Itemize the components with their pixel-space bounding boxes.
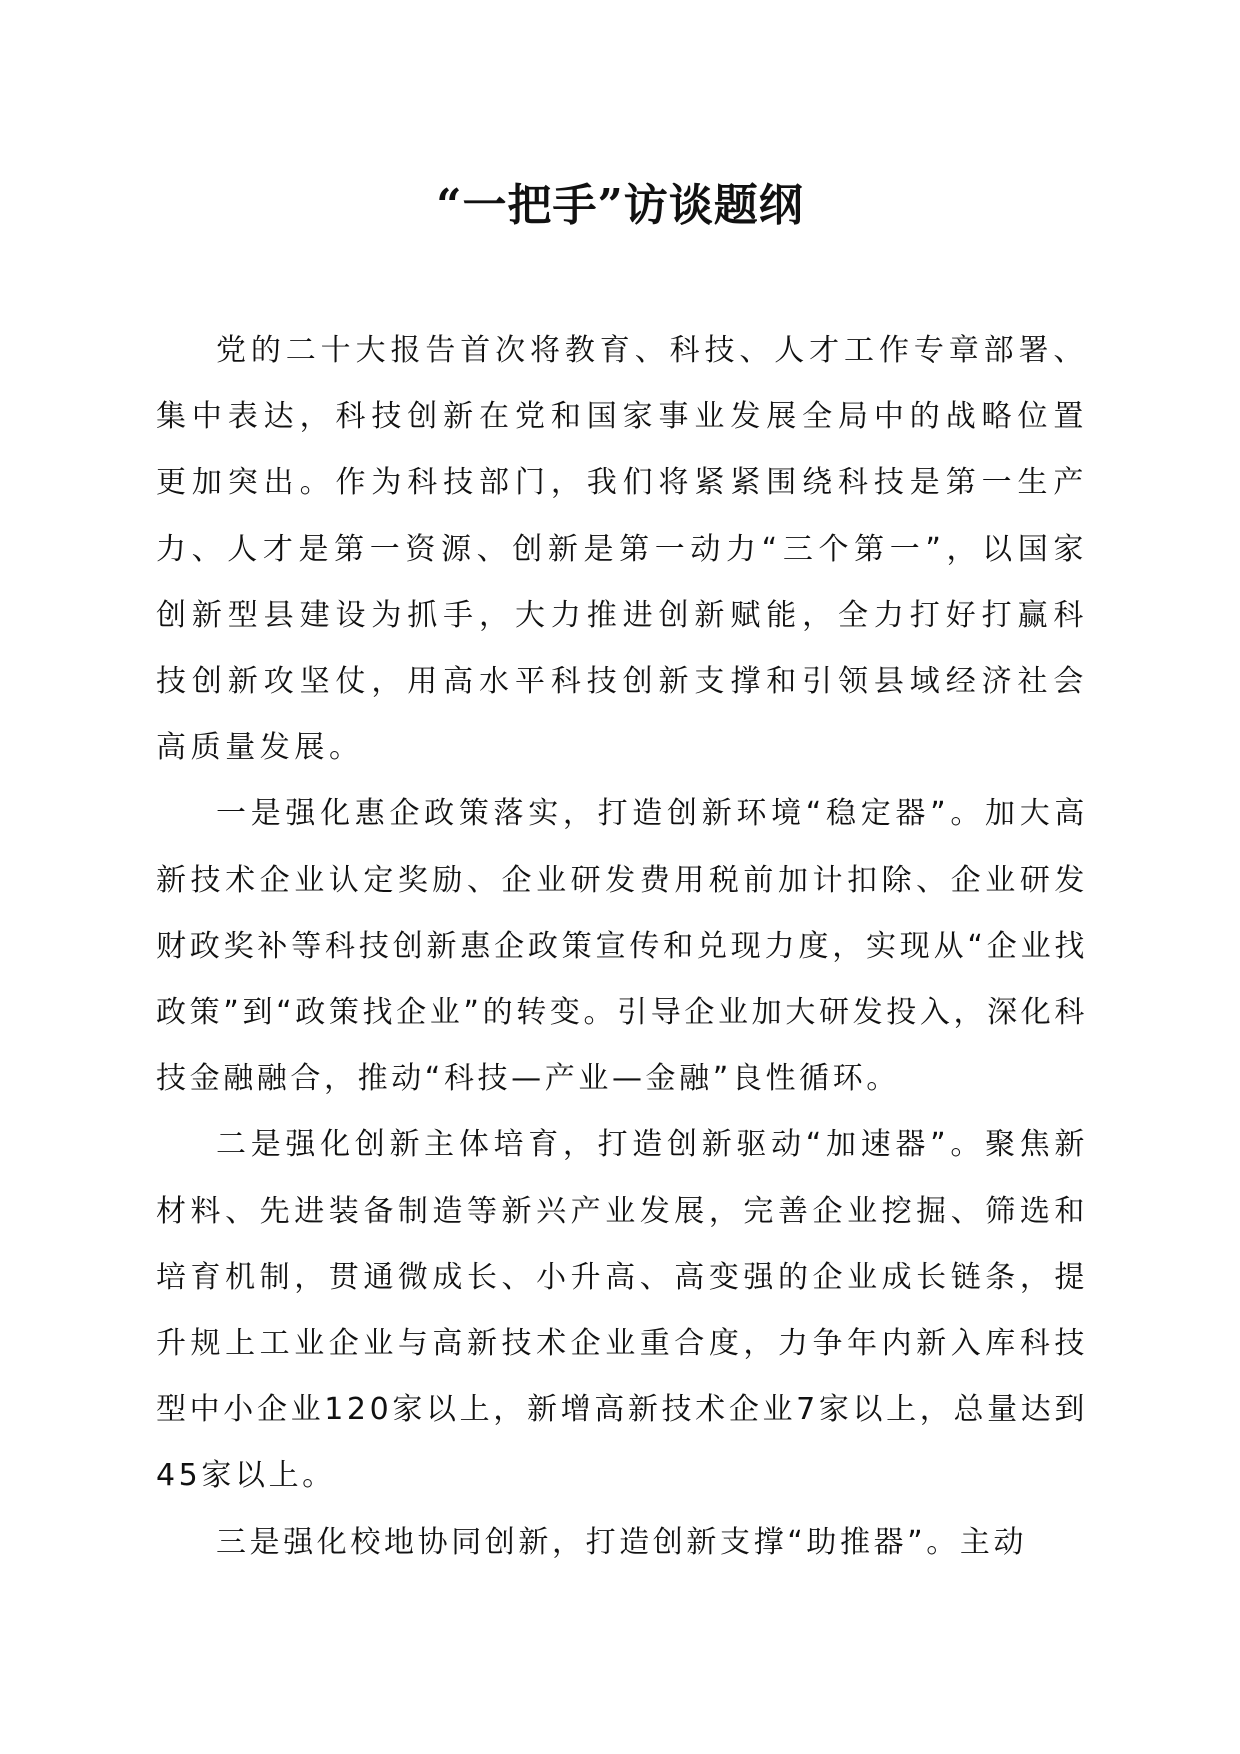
document-body (156, 318, 1088, 1576)
document-title: “一把手”访谈题纲 (436, 180, 804, 231)
paragraph-school-local-collaboration: 三是强化校地协同创新，打造创新支撑“助推器”。主动 (216, 1524, 1028, 1560)
paragraph-policy: 一是强化惠企政策落实，打造创新环境“稳定器”。加大高新技术企业认定奖励、企业研发费用税前加计扣除、企业研发财政奖补等科技创新惠企政策宣传和兑现力度，实现从“企业找政策”到“政策找企业”的转变。引导企业加大研发投入，深化科技金融融合，推动“科技—产业—金融”良性循环。 (156, 796, 1088, 1097)
paragraph-intro: 党的二十大报告首次将教育、科技、人才工作专章部署、集中表达，科技创新在党和国家事业发展全局中的战略位置更加突出。作为科技部门，我们将紧紧围绕科技是第一生产力、人才是第一资源、创新是第一动力“三个第一”，以国家创新型县建设为抓手，大力推进创新赋能，全力打好打赢科技创新攻坚仗，用高水平科技创新支撑和引领县域经济社会高质量发展。 (156, 333, 1088, 766)
paragraph-innovation-entities: 二是强化创新主体培育，打造创新驱动“加速器”。聚焦新材料、先进装备制造等新兴产业发展，完善企业挖掘、筛选和培育机制，贯通微成长、小升高、高变强的企业成长链条，提升规上工业企业与高新技术企业重合度，力争年内新入库科技型中小企业120家以上，新增高新技术企业7家以上，总量达到45家以上。 (156, 1127, 1088, 1494)
